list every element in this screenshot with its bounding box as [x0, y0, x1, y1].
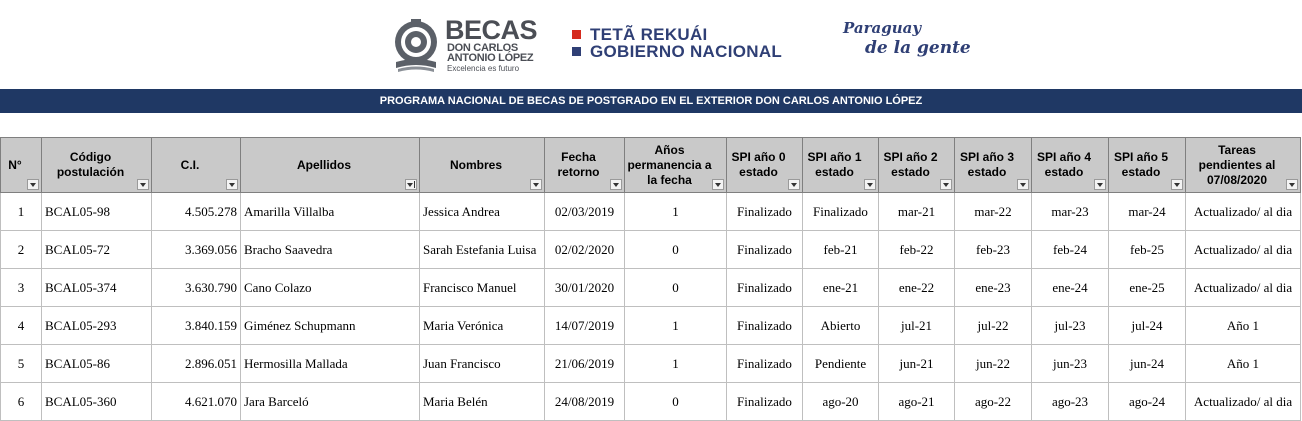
cell-spi-4[interactable]: feb-24: [1032, 231, 1109, 269]
cell-spi-5[interactable]: mar-24: [1109, 193, 1186, 231]
cell-ci[interactable]: 3.369.056: [152, 231, 241, 269]
cell-spi-0[interactable]: Finalizado: [727, 345, 803, 383]
cell-spi-3[interactable]: jul-22: [955, 307, 1032, 345]
header-spi-2: [879, 138, 955, 193]
filter-dropdown-icon[interactable]: [864, 179, 876, 190]
logo-header: [0, 0, 1302, 88]
table-row: [1, 193, 1301, 231]
cell-tareas[interactable]: Actualizado/ al dia: [1186, 231, 1301, 269]
cell-codigo[interactable]: BCAL05-86: [42, 345, 152, 383]
cell-spi-4[interactable]: jul-23: [1032, 307, 1109, 345]
cell-fecha-retorno[interactable]: 30/01/2020: [545, 269, 625, 307]
header-spi-0: [727, 138, 803, 193]
header-spi-5: [1109, 138, 1186, 193]
cell-nombres[interactable]: Jessica Andrea: [420, 193, 545, 231]
cell-spi-1[interactable]: Abierto: [803, 307, 879, 345]
cell-n[interactable]: 6: [1, 383, 42, 421]
becas-logo-tagline: Excelencia es futuro: [447, 64, 520, 73]
cell-apellidos[interactable]: Jara Barceló: [241, 383, 420, 421]
cell-codigo[interactable]: BCAL05-98: [42, 193, 152, 231]
cell-spi-3[interactable]: mar-22: [955, 193, 1032, 231]
filter-dropdown-icon[interactable]: [226, 179, 238, 190]
header-label: SPI año 0 estado: [731, 150, 786, 179]
header-label: Fecha retorno: [557, 150, 600, 179]
cell-spi-2[interactable]: ago-21: [879, 383, 955, 421]
header-label: SPI año 2 estado: [883, 150, 938, 179]
cell-anios[interactable]: 0: [625, 383, 727, 421]
cell-tareas[interactable]: Actualizado/ al dia: [1186, 193, 1301, 231]
cell-spi-5[interactable]: jun-24: [1109, 345, 1186, 383]
header-spi-3: [955, 138, 1032, 193]
header-n: [1, 138, 42, 193]
header-label: Código postulación: [56, 150, 125, 179]
cell-n[interactable]: 4: [1, 307, 42, 345]
cell-spi-3[interactable]: jun-22: [955, 345, 1032, 383]
cell-ci[interactable]: 4.505.278: [152, 193, 241, 231]
cell-spi-2[interactable]: jul-21: [879, 307, 955, 345]
cell-spi-0[interactable]: Finalizado: [727, 269, 803, 307]
cell-fecha-retorno[interactable]: 02/02/2020: [545, 231, 625, 269]
gobierno-line1-text: TETÃ REKUÁI: [590, 25, 708, 44]
cell-ci[interactable]: 4.621.070: [152, 383, 241, 421]
header-label: Nombres: [449, 157, 502, 172]
filter-dropdown-icon[interactable]: [137, 179, 149, 190]
cell-spi-5[interactable]: feb-25: [1109, 231, 1186, 269]
cell-apellidos[interactable]: Bracho Saavedra: [241, 231, 420, 269]
cell-anios[interactable]: 1: [625, 307, 727, 345]
cell-spi-4[interactable]: ago-23: [1032, 383, 1109, 421]
cell-spi-2[interactable]: mar-21: [879, 193, 955, 231]
cell-apellidos[interactable]: Hermosilla Mallada: [241, 345, 420, 383]
filter-dropdown-icon[interactable]: [940, 179, 952, 190]
sort-ascending-filter-icon[interactable]: [405, 179, 417, 190]
cell-spi-1[interactable]: feb-21: [803, 231, 879, 269]
header-fecha-retorno: [545, 138, 625, 193]
cell-spi-0[interactable]: Finalizado: [727, 231, 803, 269]
cell-spi-1[interactable]: Pendiente: [803, 345, 879, 383]
cell-ci[interactable]: 3.630.790: [152, 269, 241, 307]
cell-fecha-retorno[interactable]: 02/03/2019: [545, 193, 625, 231]
cell-anios[interactable]: 0: [625, 269, 727, 307]
program-title-banner: PROGRAMA NACIONAL DE BECAS DE POSTGRADO EN EL EXTERIOR DON CARLOS ANTONIO LÓPEZ: [0, 89, 1302, 113]
cell-spi-4[interactable]: jun-23: [1032, 345, 1109, 383]
header-label: N°: [8, 157, 22, 172]
cell-anios[interactable]: 0: [625, 231, 727, 269]
cell-codigo[interactable]: BCAL05-374: [42, 269, 152, 307]
cell-spi-2[interactable]: feb-22: [879, 231, 955, 269]
header-nombres: [420, 138, 545, 193]
cell-n[interactable]: 3: [1, 269, 42, 307]
cell-nombres[interactable]: Juan Francisco: [420, 345, 545, 383]
filter-dropdown-icon[interactable]: [1017, 179, 1029, 190]
cell-tareas[interactable]: Actualizado/ al dia: [1186, 383, 1301, 421]
cell-ci[interactable]: 2.896.051: [152, 345, 241, 383]
filter-dropdown-icon[interactable]: [530, 179, 542, 190]
header-ci: [152, 138, 241, 193]
paraguay-logo-line1: Paraguay: [843, 19, 922, 37]
locomotive-seal-icon: [392, 18, 440, 76]
cell-spi-5[interactable]: ago-24: [1109, 383, 1186, 421]
header-codigo: [42, 138, 152, 193]
table-row: [1, 383, 1301, 421]
header-label: SPI año 5 estado: [1113, 150, 1169, 179]
cell-spi-5[interactable]: ene-25: [1109, 269, 1186, 307]
header-label: Años permanencia a la fecha: [627, 142, 712, 187]
header-label: SPI año 4 estado: [1036, 150, 1092, 179]
header-label: SPI año 1 estado: [807, 150, 862, 179]
filter-dropdown-icon[interactable]: [712, 179, 724, 190]
cell-apellidos[interactable]: Giménez Schupmann: [241, 307, 420, 345]
becas-spreadsheet-table: [0, 137, 1301, 421]
table-row: [1, 307, 1301, 345]
cell-spi-0[interactable]: Finalizado: [727, 307, 803, 345]
header-spi-4: [1032, 138, 1109, 193]
filter-dropdown-icon[interactable]: [1171, 179, 1183, 190]
cell-tareas[interactable]: Año 1: [1186, 307, 1301, 345]
filter-dropdown-icon[interactable]: [788, 179, 800, 190]
cell-tareas[interactable]: Actualizado/ al dia: [1186, 269, 1301, 307]
cell-spi-4[interactable]: mar-23: [1032, 193, 1109, 231]
cell-tareas[interactable]: Año 1: [1186, 345, 1301, 383]
cell-codigo[interactable]: BCAL05-293: [42, 307, 152, 345]
header-row: [1, 138, 1301, 193]
filter-dropdown-icon[interactable]: [1094, 179, 1106, 190]
cell-nombres[interactable]: Maria Belén: [420, 383, 545, 421]
cell-nombres[interactable]: Sarah Estefania Luisa: [420, 231, 545, 269]
table-row: [1, 345, 1301, 383]
cell-ci[interactable]: 3.840.159: [152, 307, 241, 345]
cell-nombres[interactable]: Maria Verónica: [420, 307, 545, 345]
cell-spi-5[interactable]: jul-24: [1109, 307, 1186, 345]
cell-spi-3[interactable]: ago-22: [955, 383, 1032, 421]
cell-spi-4[interactable]: ene-24: [1032, 269, 1109, 307]
cell-codigo[interactable]: BCAL05-360: [42, 383, 152, 421]
becas-logo-line1: DON CARLOS: [447, 42, 518, 54]
cell-apellidos[interactable]: Amarilla Villalba: [241, 193, 420, 231]
cell-spi-0[interactable]: Finalizado: [727, 383, 803, 421]
becas-logo-line2: ANTONIO LÓPEZ: [447, 52, 534, 64]
red-square-icon: [572, 30, 581, 39]
filter-dropdown-icon[interactable]: [610, 179, 622, 190]
header-label: SPI año 3 estado: [959, 150, 1015, 179]
cell-spi-1[interactable]: ene-21: [803, 269, 879, 307]
cell-codigo[interactable]: BCAL05-72: [42, 231, 152, 269]
filter-dropdown-icon[interactable]: [27, 179, 39, 190]
table-row: [1, 231, 1301, 269]
filter-dropdown-icon[interactable]: [1286, 179, 1298, 190]
cell-n[interactable]: 1: [1, 193, 42, 231]
cell-spi-2[interactable]: jun-21: [879, 345, 955, 383]
header-label: Tareas pendientes al 07/08/2020: [1198, 142, 1276, 187]
cell-spi-2[interactable]: ene-22: [879, 269, 955, 307]
becas-logo-title: BECAS: [445, 15, 538, 45]
cell-spi-1[interactable]: ago-20: [803, 383, 879, 421]
header-label: Apellidos: [296, 157, 351, 172]
header-tareas-pendientes: [1186, 138, 1301, 193]
cell-spi-3[interactable]: ene-23: [955, 269, 1032, 307]
cell-fecha-retorno[interactable]: 21/06/2019: [545, 345, 625, 383]
header-label: C.I.: [180, 157, 200, 172]
cell-n[interactable]: 5: [1, 345, 42, 383]
gobierno-logo-line2: [572, 43, 782, 61]
cell-fecha-retorno[interactable]: 24/08/2019: [545, 383, 625, 421]
cell-spi-3[interactable]: feb-23: [955, 231, 1032, 269]
paraguay-de-la-gente-logo: [843, 18, 971, 58]
gobierno-line2-text: GOBIERNO NACIONAL: [590, 42, 783, 61]
blue-square-icon: [572, 47, 581, 56]
header-spi-1: [803, 138, 879, 193]
paraguay-logo-line2: de la gente: [865, 38, 971, 58]
table-row: [1, 269, 1301, 307]
cell-nombres[interactable]: Francisco Manuel: [420, 269, 545, 307]
cell-anios[interactable]: 1: [625, 193, 727, 231]
header-apellidos: [241, 138, 420, 193]
cell-anios[interactable]: 1: [625, 345, 727, 383]
cell-spi-1[interactable]: Finalizado: [803, 193, 879, 231]
cell-fecha-retorno[interactable]: 14/07/2019: [545, 307, 625, 345]
cell-n[interactable]: 2: [1, 231, 42, 269]
cell-apellidos[interactable]: Cano Colazo: [241, 269, 420, 307]
header-anios-permanencia: [625, 138, 727, 193]
cell-spi-0[interactable]: Finalizado: [727, 193, 803, 231]
